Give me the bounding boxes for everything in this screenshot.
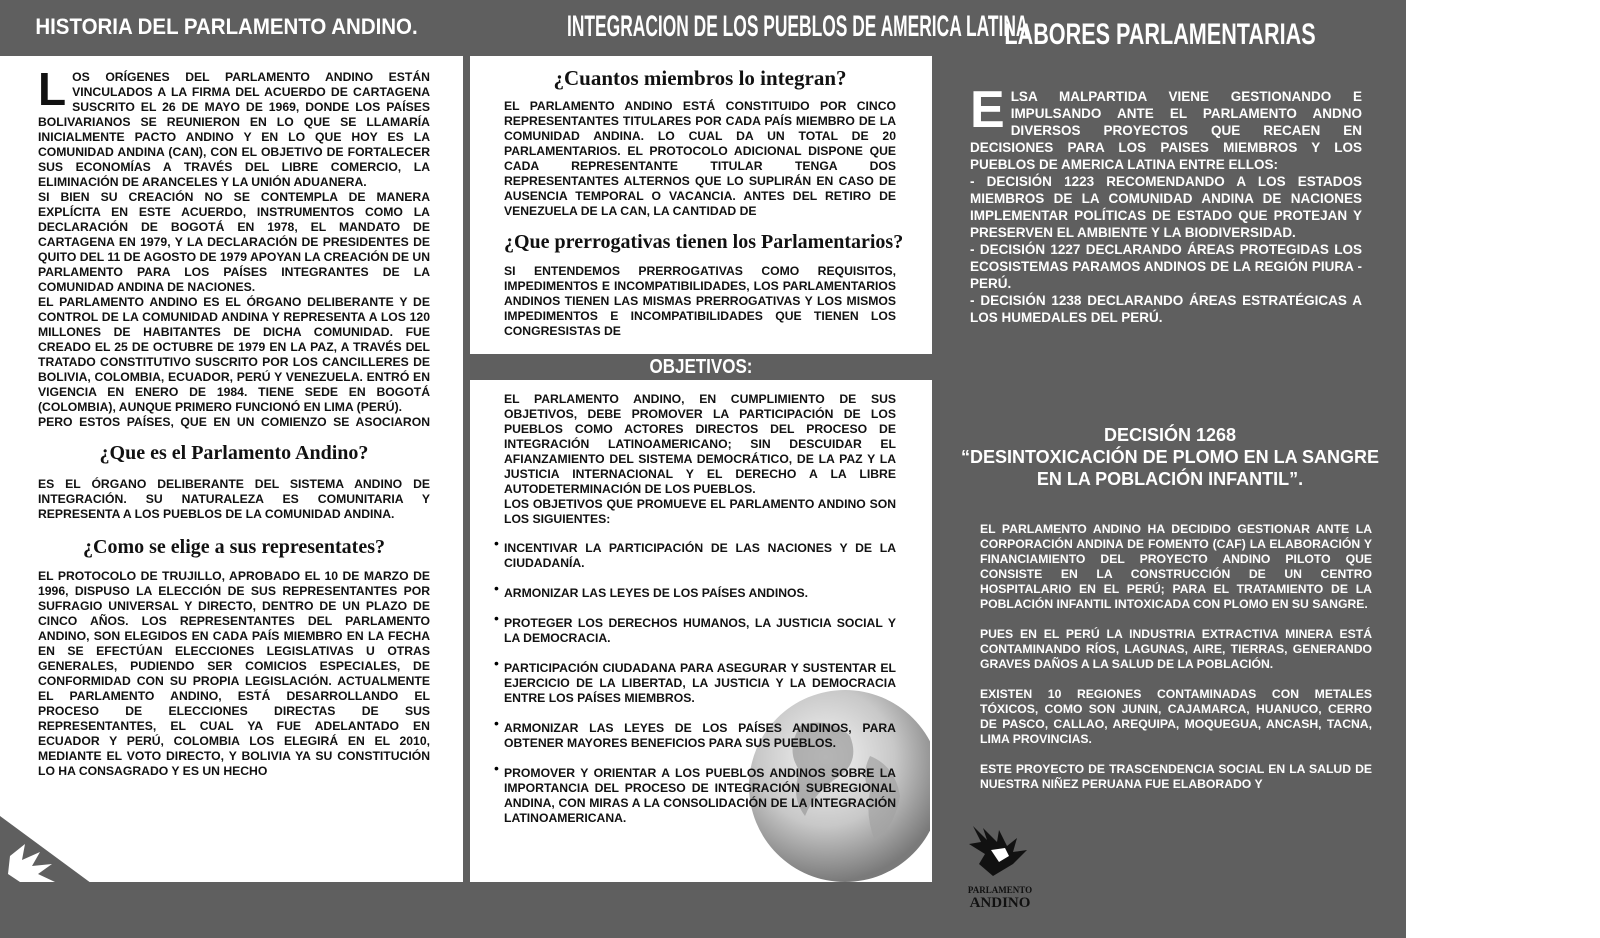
objective-item: • INCENTIVAR LA PARTICIPACIÓN DE LAS NACIONES Y DE LA CIUDADANÍA. xyxy=(494,535,896,570)
bullet-icon: • xyxy=(494,760,499,776)
objective-item: • PARTICIPACIÓN CIUDADANA PARA ASEGURAR Y SUSTENTAR EL EJERCICIO DE LA LIBERTAD, LA JUSTICIA Y LA DEMOCRACIA ENTRE LOS PAÍSES MIEMBROS. xyxy=(494,655,896,705)
logo-text-2: ANDINO xyxy=(969,895,1031,911)
objective-item: • ARMONIZAR LAS LEYES DE LOS PAÍSES ANDINOS. xyxy=(494,580,809,600)
parlamento-andino-logo xyxy=(960,820,1040,911)
objectives-intro: EL PARLAMENTO ANDINO, EN CUMPLIMIENTO DE SUS OBJETIVOS, DEBE PROMOVER LA PARTICIPACIÓN DE LOS PUEBLOS COMO ACTORES DIRECTOS DEL PROCESO DE INTEGRACIÓN LATINOAMERICANO; SIN DESCUIDAR EL AFIANZAMIENTO DEL SISTEMA DEMOCRÁTICO, DE LA PAZ Y LA JUSTICIA INTERNACIONAL Y EL DERECHO A LA LIBRE AUTODETERMINACIÓN DE LOS PUEBLOS. xyxy=(504,392,896,496)
middle-column-title: INTEGRACION DE LOS PUEBLOS DE AMERICA LATINA xyxy=(567,10,1029,43)
logo-text-1: PARLAMENTO xyxy=(967,885,1033,895)
bullet-icon: • xyxy=(494,580,499,596)
objectives-list xyxy=(494,535,896,826)
objective-item: • PROMOVER Y ORIENTAR A LOS PUEBLOS ANDINOS SOBRE LA IMPORTANCIA DEL PROCESO DE INTEGRACIÓN SUBREGIONAL ANDINA, CON MIRAS A LA CONSOLIDACIÓN DE LA INTEGRACIÓN LATINOAMERICANA. xyxy=(494,760,896,825)
right-intro-paragraph: ELSA MALPARTIDA VIENE GESTIONANDO E IMPULSANDO ANTE EL PARLAMENTO ANDNO DIVERSOS PROYECTOS QUE RECAEN EN DECISIONES PARA LOS PAISES MIEMBROS Y LOS PUEBLOS DE AMERICA LATINA ENTRE ELLOS: xyxy=(970,81,1362,172)
right-column-title: LABORES PARLAMENTARIAS xyxy=(1004,18,1316,51)
decision-subtitle-1: “DESINTOXICACIÓN DE PLOMO EN LA SANGRE xyxy=(960,447,1380,467)
decision-item: - DECISIÓN 1238 DECLARANDO ÁREAS ESTRATÉGICAS A LOS HUMEDALES DEL PERÚ. xyxy=(970,293,1362,325)
intro-paragraph-3: EL PARLAMENTO ANDINO ES EL ÓRGANO DELIBERANTE Y DE CONTROL DE LA COMUNIDAD ANDINA Y REPRESENTA A LOS 120 MILLONES DE HABITANTES DE DICHA COMUNIDAD. FUE CREADO EL 25 DE OCTUBRE DE 1979 EN LA PAZ, A TRAVÉS DEL TRATADO CONSTITUTIVO SUSCRITO POR LOS CANCILLERES DE BOLIVIA, COLOMBIA, ECUADOR, PERÚ Y VENEZUELA. ENTRÓ EN VIGENCIA EN ENERO DE 1984. TIENE SEDE EN BOGOTÁ (COLOMBIA), AUNQUE PRIMERO FUNCIONÓ EN LIMA (PERÚ). xyxy=(38,295,430,414)
condor-logo-icon xyxy=(965,820,1035,880)
bullet-icon: • xyxy=(494,715,499,731)
answer-members: EL PARLAMENTO ANDINO ESTÁ CONSTITUIDO POR CINCO REPRESENTANTES TITULARES POR CADA PAÍS MIEMBRO DE LA COMUNIDAD ANDINA. LO CUAL DA UN TOTAL DE 20 PARLAMENTARIOS. EL PROTOCOLO ADICIONAL DISPONE QUE CADA REPRESENTANTE TITULAR TENGA DOS REPRESENTANTES ALTERNOS QUE LO SUPLIRÁN EN CASO DE AUSENCIA TEMPORAL O VACANCIA. ANTES DEL RETIRO DE VENEZUELA DE LA CAN, LA CANTIDAD DE xyxy=(504,99,896,218)
bullet-icon: • xyxy=(494,655,499,671)
intro-paragraph-2: SI BIEN SU CREACIÓN NO SE CONTEMPLA DE MANERA EXPLÍCITA EN ESTE ACUERDO, INSTRUMENTOS COMO LA DECLARACIÓN DE BOGOTÁ EN 1978, EL MANDATO DE CARTAGENA EN 1979, Y LA DECLARACIÓN DE PRESIDENTES DE QUITO DEL 11 DE AGOSTO DE 1979 APOYAN LA CREACIÓN DE UN PARLAMENTO PARA LOS PAÍSES INTEGRANTES DE LA COMUNIDAD ANDINA DE NACIONES. xyxy=(38,190,430,294)
answer-how-elected: EL PROTOCOLO DE TRUJILLO, APROBADO EL 10 DE MARZO DE 1996, DISPUSO LA ELECCIÓN DE SUS REPRESENTANTES POR SUFRAGIO UNIVERSAL Y DIRECTO, DENTRO DE UN PLAZO DE CINCO AÑOS. LOS REPRESENTANTES DEL PARLAMENTO ANDINO, SON ELEGIDOS EN CADA PAÍS MIEMBRO EN LA FECHA EN SE EFECTÚAN ELECCIONES LEGISLATIVAS U OTRAS GENERALES, PUDIENDO SER COMICIOS ESPECIALES, DE CONFORMIDAD CON SU PROPIA LEGISLACIÓN. ACTUALMENTE EL PARLAMENTO ANDINO, ESTÁ DESARROLLANDO EL PROCESO DE ELECCIONES DIRECTAS DE SUS REPRESENTANTES, EL CUAL YA FUE ADELANTADO EN ECUADOR Y PERÚ, COLOMBIA LOS ELEGIRÁ EN EL 2010, MEDIANTE EL VOTO DIRECTO, Y BOLIVIA YA SU CONSTITUCIÓN LO HA CONSAGRADO Y ES UN HECHO xyxy=(38,569,430,778)
answer-what-is: ES EL ÓRGANO DELIBERANTE DEL SISTEMA ANDINO DE INTEGRACIÓN. SU NATURALEZA ES COMUNITARIA Y REPRESENTA A LOS PUEBLOS DE LA COMUNIDAD ANDINA. xyxy=(38,477,430,521)
objective-item: • ARMONIZAR LAS LEYES DE LOS PAÍSES ANDINOS, PARA OBTENER MAYORES BENEFICIOS PARA SUS PUEBLOS. xyxy=(494,715,896,750)
left-column-content xyxy=(38,63,430,779)
middle-top-content xyxy=(504,66,904,339)
right-paragraph-1: EL PARLAMENTO ANDINO HA DECIDIDO GESTIONAR ANTE LA CORPORACIÓN ANDINA DE FOMENTO (CAF) LA ELABORACIÓN Y FINANCIAMIENTO DEL PROYECTO ANDINO PILOTO QUE CONSISTE EN LA CONSTRUCCIÓN DE UN CENTRO HOSPITALARIO EN EL PERÚ; PARA EL TRATAMIENTO DE LA POBLACIÓN INFANTIL INTOXICADA CON PLOMO EN SU SANGRE. xyxy=(980,522,1372,611)
question-prerogatives: ¿Que prerrogativas tienen los Parlamentarios? xyxy=(504,231,904,253)
intro-text: OS ORÍGENES DEL PARLAMENTO ANDINO ESTÁN VINCULADOS A LA FIRMA DEL ACUERDO DE CARTAGENA SUSCRITO EL 26 DE MAYO DE 1969, DONDE LOS PAÍSES BOLIVARIANOS SE REUNIERON EN LO QUE SE LLAMARÍA INICIALMENTE PACTO ANDINO Y EN LO QUE HOY ES LA COMUNIDAD ANDINA (CAN), CON EL OBJETIVO DE FORTALECER SUS ECONOMÍAS A TRAVÉS DEL LIBRE COMERCIO, LA ELIMINACIÓN DE ARANCELES Y LA UNIÓN ADUANERA. xyxy=(38,70,430,189)
intro-paragraph xyxy=(38,63,430,190)
right-body xyxy=(980,522,1372,792)
right-intro xyxy=(970,81,1362,326)
right-paragraph-4: ESTE PROYECTO DE TRASCENDENCIA SOCIAL EN LA SALUD DE NUESTRA NIÑEZ PERUANA FUE ELABORADO Y xyxy=(980,762,1372,791)
decision-subtitle-2: EN LA POBLACIÓN INFANTIL”. xyxy=(1036,469,1304,489)
right-paragraph-2: PUES EN EL PERÚ LA INDUSTRIA EXTRACTIVA MINERA ESTÁ CONTAMINANDO RÍOS, LAGUNAS, AIRE, TIERRAS, GENERANDO GRAVES DAÑOS A LA SALUD DE LA POBLACIÓN. xyxy=(980,627,1372,671)
decision-heading xyxy=(960,424,1380,490)
answer-prerogatives: SI ENTENDEMOS PRERROGATIVAS COMO REQUISITOS, IMPEDIMENTOS E INCOMPATIBILIDADES, LOS PARLAMENTARIOS ANDINOS TIENEN LAS MISMAS PRERROGATIVAS Y LOS MISMOS IMPEDIMENTOS E INCOMPATIBILIDADES QUE TIENEN LOS CONGRESISTAS DE xyxy=(504,264,896,338)
question-how-elected: ¿Como se elige a sus representates? xyxy=(83,536,385,558)
middle-column-panel xyxy=(470,56,932,882)
objectives-title: OBJETIVOS: xyxy=(649,356,753,378)
dropcap-l: L xyxy=(38,63,67,115)
dropcap-e: E xyxy=(970,81,1005,139)
objectives-intro-2: LOS OBJETIVOS QUE PROMUEVE EL PARLAMENTO ANDINO SON LOS SIGUIENTES: xyxy=(504,497,896,526)
objective-item: • PROTEGER LOS DERECHOS HUMANOS, LA JUSTICIA SOCIAL Y LA DEMOCRACIA. xyxy=(494,610,896,645)
bullet-icon: • xyxy=(494,535,499,551)
objectives-content xyxy=(494,392,896,841)
left-column-title: HISTORIA DEL PARLAMENTO ANDINO. xyxy=(35,14,418,39)
question-members: ¿Cuantos miembros lo integran? xyxy=(553,66,847,90)
corner-logo-icon xyxy=(0,816,110,882)
decision-item: - DECISIÓN 1223 RECOMENDANDO A LOS ESTADOS MIEMBROS DE LA COMUNIDAD ANDINA DE NACIONES IMPLEMENTAR POLÍTICAS DE ESTADO QUE PROTEJAN Y PRESERVEN EL AMBIENTE Y LA BIODIVERSIDAD. xyxy=(970,174,1362,240)
question-what-is: ¿Que es el Parlamento Andino? xyxy=(99,442,369,464)
bullet-icon: • xyxy=(494,610,499,626)
decision-item: - DECISIÓN 1227 DECLARANDO ÁREAS PROTEGIDAS LOS ECOSISTEMAS PARAMOS ANDINOS DE LA REGIÓN PIURA - PERÚ. xyxy=(970,242,1362,291)
decision-title: DECISIÓN 1268 xyxy=(1103,425,1237,445)
intro-paragraph-4: PERO ESTOS PAÍSES, QUE EN UN COMIENZO SE ASOCIARON xyxy=(38,415,430,429)
right-paragraph-3: EXISTEN 10 REGIONES CONTAMINADAS CON METALES TÓXICOS, COMO SON JUNIN, CAJAMARCA, HUANUCO, CERRO DE PASCO, CALLAO, AREQUIPA, MOQUEGUA, ANCASH, TACNA, LIMA PROVINCIAS. xyxy=(980,687,1372,746)
left-column-panel xyxy=(0,56,463,882)
